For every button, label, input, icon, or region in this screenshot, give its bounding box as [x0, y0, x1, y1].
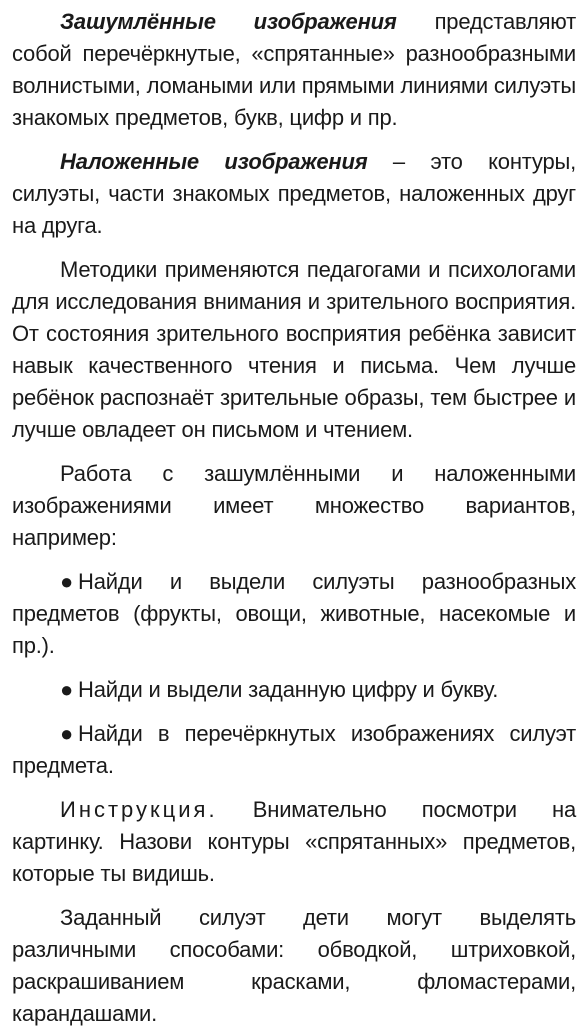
paragraph-methods: [12, 254, 576, 446]
bullet-item: [12, 566, 576, 662]
bullet-item: [12, 674, 576, 706]
instruction-text: Внимательно посмотри на картинку. Назови контуры «спрятанных» предметов, которые ты видишь.: [12, 797, 576, 886]
paragraph-overlaid-images: [12, 146, 576, 242]
bullet-icon: ●: [60, 569, 74, 594]
paragraph-text: – это контуры, силуэты, части знакомых предметов, наложенных друг на друга.: [12, 149, 577, 238]
paragraph-text: Заданный силуэт дети могут выделять различными способами: обводкой, штриховкой, раскрашиванием красками, фломастерами, карандашами.: [12, 905, 576, 1026]
bullet-text: Найди в перечёркнутых изображениях силуэт предмета.: [12, 721, 576, 778]
paragraph-text: представляют собой перечёркнутые, «спрятанные» разнообразными волнистыми, ломаными или прямыми линиями силуэты знакомых предметов, букв, цифр и пр.: [12, 9, 577, 130]
term-overlaid-images: Наложенные изображения: [60, 149, 368, 174]
paragraph-instruction: [12, 794, 576, 890]
paragraph-variants: [12, 458, 576, 554]
bullet-item: [12, 718, 576, 782]
bullet-icon: ●: [60, 721, 74, 746]
bullet-icon: ●: [60, 677, 74, 702]
paragraph-noisy-images: [12, 6, 576, 134]
paragraph-text: Работа с зашумлёнными и наложенными изображениями имеет множество вариантов, например:: [12, 461, 576, 550]
bullet-text: Найди и выдели заданную цифру и букву.: [78, 677, 499, 702]
paragraph-text: Методики применяются педагогами и психологами для исследования внимания и зрительного восприятия. От состояния зрительного восприятия ребёнка зависит навык качественного чтения и письма. Чем лучше ребёнок распознаёт зрительные образы, тем быстрее и лучше овладеет он письмом и чтением.: [12, 257, 576, 442]
bullet-text: Найди и выдели силуэты разнообразных предметов (фрукты, овощи, животные, насекомые и пр.).: [12, 569, 576, 658]
term-noisy-images: Зашумлённые изображения: [60, 9, 397, 34]
paragraph-closing: [12, 902, 576, 1030]
instruction-label: Инструкция.: [60, 797, 218, 822]
